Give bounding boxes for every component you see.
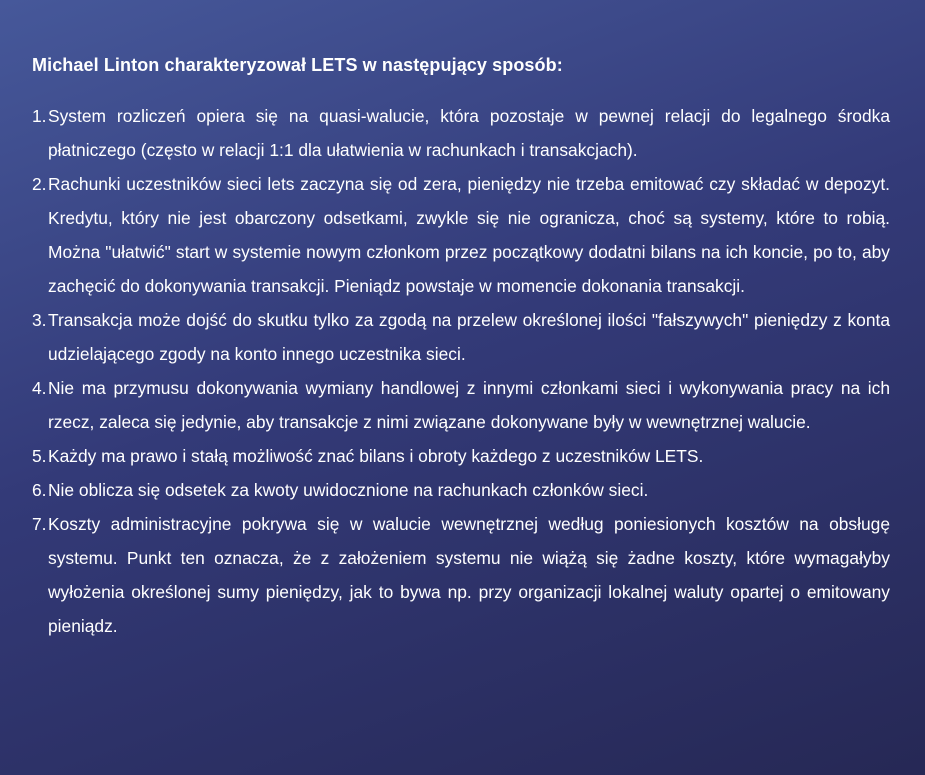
list-item-text: Nie oblicza się odsetek za kwoty uwidocznione na rachunkach członków sieci. xyxy=(48,480,649,500)
document-heading: Michael Linton charakteryzował LETS w następujący sposób: xyxy=(32,55,563,75)
list-item-text: System rozliczeń opiera się na quasi-walucie, która pozostaje w pewnej relacji do legalnego środka płatniczego (często w relacji 1:1 dla ułatwienia w rachunkach i transakcjach). xyxy=(48,106,890,160)
list-item xyxy=(32,371,890,439)
list-item xyxy=(32,303,890,371)
list-item-number: 3. xyxy=(32,310,47,330)
list-item-number: 5. xyxy=(32,446,47,466)
list-item xyxy=(32,167,890,303)
list-item-text: Nie ma przymusu dokonywania wymiany handlowej z innymi członkami sieci i wykonywania pracy na ich rzecz, zaleca się jedynie, aby transakcje z nimi związane dokonywane były w wewnętrznej walucie. xyxy=(48,378,890,432)
list-item xyxy=(32,507,890,643)
list-item xyxy=(32,439,890,473)
numbered-list xyxy=(32,99,890,643)
list-item xyxy=(32,99,890,167)
list-item-number: 2. xyxy=(32,174,47,194)
list-item-text: Transakcja może dojść do skutku tylko za zgodą na przelew określonej ilości "fałszywych" pieniędzy z konta udzielającego zgody na konto innego uczestnika sieci. xyxy=(48,310,890,364)
document-body xyxy=(32,50,890,643)
list-item xyxy=(32,473,890,507)
list-item-text: Rachunki uczestników sieci lets zaczyna się od zera, pieniędzy nie trzeba emitować czy składać w depozyt. Kredytu, który nie jest obarczony odsetkami, zwykle się nie ogranicza, choć są systemy, które to robią. Można "ułatwić" start w systemie nowym członkom przez początkowy dodatni bilans na ich koncie, po to, aby zachęcić do dokonywania transakcji. Pieniądz powstaje w momencie dokonania transakcji. xyxy=(48,174,890,296)
list-item-number: 7. xyxy=(32,514,47,534)
list-item-number: 6. xyxy=(32,480,47,500)
list-item-number: 4. xyxy=(32,378,47,398)
list-item-text: Koszty administracyjne pokrywa się w walucie wewnętrznej według poniesionych kosztów na obsługę systemu. Punkt ten oznacza, że z założeniem systemu nie wiążą się żadne koszty, które wymagałyby wyłożenia określonej sumy pieniędzy, jak to bywa np. przy organizacji lokalnej waluty opartej o emitowany pieniądz. xyxy=(48,514,890,636)
list-item-number: 1. xyxy=(32,106,47,126)
list-item-text: Każdy ma prawo i stałą możliwość znać bilans i obroty każdego z uczestników LETS. xyxy=(48,446,704,466)
